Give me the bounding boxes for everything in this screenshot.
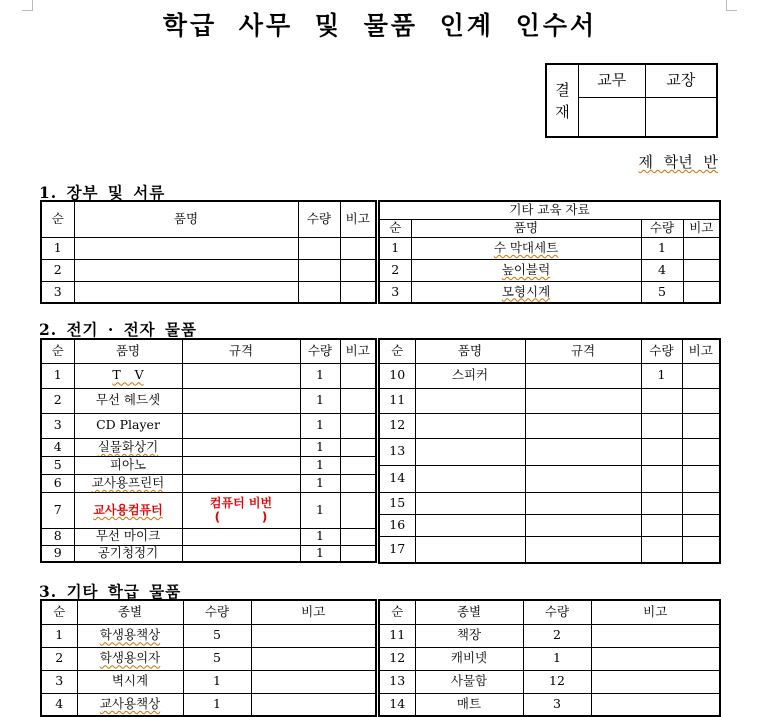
col-header: 순 [379,219,411,237]
table-row [379,536,720,563]
item-name[interactable] [415,438,525,465]
section-heading: 2. 전기 · 전자 물품 [39,320,198,339]
item-name[interactable]: 사물함 [415,670,523,693]
item-name[interactable] [415,536,525,563]
col-header: 규격 [525,339,641,363]
item-qty[interactable]: 1 [300,388,340,413]
col-header: 수량 [523,600,591,624]
table-row [379,624,720,647]
item-spec[interactable] [525,413,641,438]
item-name[interactable]: 모형시계 [411,281,641,303]
table-row [379,363,720,388]
item-qty[interactable]: 1 [641,237,683,259]
row-number: 13 [379,438,415,465]
col-header: 순 [41,201,74,237]
col-header: 순 [379,600,415,624]
table-row [41,647,376,670]
item-qty[interactable]: 1 [183,670,251,693]
table-row [41,492,376,528]
row-number: 3 [41,413,74,438]
item-qty[interactable]: 3 [523,693,591,716]
item-qty[interactable]: 1 [300,456,340,474]
col-header: 종별 [77,600,183,624]
col-header: 순 [41,339,74,363]
item-spec[interactable] [182,363,300,388]
item-note[interactable] [340,545,376,562]
item-qty[interactable]: 4 [641,259,683,281]
item-note[interactable] [683,281,720,303]
item-qty[interactable] [298,237,340,259]
item-note[interactable] [251,670,376,693]
item-note[interactable] [340,237,376,259]
table-row [41,388,376,413]
table-row [41,456,376,474]
row-number: 13 [379,670,415,693]
teaching-materials-table [378,200,721,304]
row-number: 14 [379,465,415,492]
row-number: 16 [379,514,415,536]
row-number: 2 [41,259,74,281]
row-number: 11 [379,624,415,647]
item-qty[interactable]: 1 [183,693,251,716]
item-name[interactable]: 스피커 [415,363,525,388]
item-qty[interactable] [641,413,682,438]
item-note[interactable] [591,647,720,670]
col-header: 비고 [683,219,720,237]
item-qty[interactable]: 5 [183,647,251,670]
item-spec[interactable] [525,536,641,563]
item-qty[interactable] [298,259,340,281]
item-name[interactable]: 학생용의자 [77,647,183,670]
col-header: 비고 [591,600,720,624]
item-spec[interactable] [525,492,641,514]
table-row [41,474,376,492]
table-row [41,693,376,716]
item-name[interactable]: 수 막대세트 [411,237,641,259]
col-header: 품명 [74,339,182,363]
col-header: 순 [41,600,77,624]
table-row [379,281,720,303]
table-row [379,492,720,514]
col-header: 수량 [298,201,340,237]
approval-sign-principal[interactable] [645,97,717,137]
item-note[interactable] [683,259,720,281]
col-header: 품명 [415,339,525,363]
item-name[interactable]: 벽시계 [77,670,183,693]
col-header: 비고 [251,600,376,624]
item-note[interactable] [683,237,720,259]
approval-side-label: 결 재 [546,64,578,137]
item-qty[interactable]: 1 [300,438,340,456]
item-spec[interactable] [525,388,641,413]
row-number: 17 [379,536,415,563]
col-header: 수량 [300,339,340,363]
item-spec[interactable] [182,438,300,456]
approval-box [545,63,718,138]
item-note[interactable] [340,474,376,492]
table-row [379,237,720,259]
classroom-items-table-right [378,599,721,717]
item-qty[interactable]: 1 [300,528,340,545]
item-note[interactable] [591,624,720,647]
col-header: 수량 [641,339,682,363]
table-row [41,259,376,281]
item-name[interactable] [415,388,525,413]
row-number: 1 [41,363,74,388]
table-row [379,388,720,413]
item-name[interactable]: 무선 마이크 [74,528,182,545]
table-row [41,438,376,456]
table-row [41,545,376,562]
item-name[interactable]: 공기청정기 [74,545,182,562]
table-row [41,237,376,259]
row-number: 1 [41,624,77,647]
table-row [41,670,376,693]
row-number: 3 [379,281,411,303]
item-spec[interactable] [182,413,300,438]
item-name[interactable]: T V [74,363,182,388]
col-header: 순 [379,339,415,363]
item-name[interactable] [74,237,298,259]
item-name[interactable]: CD Player [74,413,182,438]
row-number: 4 [41,693,77,716]
item-spec[interactable] [182,456,300,474]
item-name[interactable]: 책장 [415,624,523,647]
materials-title: 기타 교육 자료 [379,201,720,219]
row-number: 1 [379,237,411,259]
col-header: 수량 [183,600,251,624]
row-number: 8 [41,528,74,545]
item-name[interactable] [74,259,298,281]
item-note[interactable] [340,492,376,528]
item-spec[interactable] [182,388,300,413]
table-row [379,259,720,281]
item-note[interactable] [340,456,376,474]
item-note[interactable] [682,536,720,563]
item-note[interactable] [340,281,376,303]
item-note[interactable] [682,363,720,388]
col-header: 수량 [641,219,683,237]
item-note[interactable] [682,388,720,413]
grade-class-line: 제 학년 반 [638,153,718,171]
classroom-items-table-left [40,599,377,717]
item-spec[interactable] [525,514,641,536]
table-row [41,281,376,303]
item-note[interactable] [340,259,376,281]
item-name[interactable]: 교사용프린터 [74,474,182,492]
electronics-table-left [40,338,377,563]
item-qty[interactable] [641,514,682,536]
item-name[interactable] [415,413,525,438]
item-note[interactable] [340,413,376,438]
row-number: 6 [41,474,74,492]
item-note[interactable] [251,647,376,670]
table-row [41,363,376,388]
row-number: 12 [379,647,415,670]
table-row [41,624,376,647]
row-number: 2 [41,388,74,413]
item-spec[interactable] [182,528,300,545]
item-qty[interactable]: 5 [183,624,251,647]
item-qty[interactable] [298,281,340,303]
col-header: 품명 [74,201,298,237]
item-note[interactable] [591,670,720,693]
item-qty[interactable]: 1 [300,413,340,438]
item-qty[interactable]: 2 [523,624,591,647]
item-qty[interactable]: 1 [641,363,682,388]
item-qty[interactable]: 1 [300,545,340,562]
documents-table [40,200,377,304]
table-row [379,670,720,693]
row-number: 14 [379,693,415,716]
row-number: 4 [41,438,74,456]
row-number: 3 [41,670,77,693]
electronics-table-right [378,338,721,564]
table-row [379,514,720,536]
item-name[interactable] [415,492,525,514]
item-qty[interactable]: 1 [300,474,340,492]
row-number: 15 [379,492,415,514]
item-qty[interactable] [641,492,682,514]
item-spec[interactable]: 컴퓨터 비번 ( ) [182,492,300,528]
col-header: 규격 [182,339,300,363]
item-note[interactable] [591,693,720,716]
approval-col-academic: 교무 [578,64,645,97]
section-heading: 3. 기타 학급 물품 [39,582,182,601]
section-heading: 1. 장부 및 서류 [39,183,166,202]
item-spec[interactable] [525,363,641,388]
item-note[interactable] [682,438,720,465]
item-note[interactable] [340,363,376,388]
item-note[interactable] [251,624,376,647]
item-note[interactable] [251,693,376,716]
row-number: 11 [379,388,415,413]
table-row [379,647,720,670]
row-number: 2 [379,259,411,281]
table-row [41,413,376,438]
item-spec[interactable] [182,545,300,562]
item-qty[interactable]: 1 [300,363,340,388]
item-qty[interactable] [641,465,682,492]
item-note[interactable] [682,413,720,438]
item-spec[interactable] [182,474,300,492]
item-note[interactable] [682,492,720,514]
document-title: 학급 사무 및 물품 인계 인수서 [162,11,598,40]
item-note[interactable] [340,528,376,545]
table-row [379,413,720,438]
item-qty[interactable]: 1 [300,492,340,528]
table-row [379,438,720,465]
item-name[interactable] [74,281,298,303]
item-name[interactable]: 매트 [415,693,523,716]
item-name[interactable]: 캐비넷 [415,647,523,670]
col-header: 비고 [340,201,376,237]
item-name[interactable] [415,514,525,536]
item-name[interactable]: 높이블럭 [411,259,641,281]
approval-col-principal: 교장 [645,64,717,97]
item-name[interactable]: 무선 헤드셋 [74,388,182,413]
item-spec[interactable] [525,465,641,492]
item-name[interactable]: 학생용책상 [77,624,183,647]
item-note[interactable] [340,438,376,456]
item-qty[interactable] [641,536,682,563]
row-number: 7 [41,492,74,528]
item-qty[interactable] [641,388,682,413]
row-number: 2 [41,647,77,670]
row-number: 3 [41,281,74,303]
item-name[interactable]: 교사용책상 [77,693,183,716]
item-qty[interactable] [641,438,682,465]
item-qty[interactable]: 1 [523,647,591,670]
row-number: 1 [41,237,74,259]
approval-sign-academic[interactable] [578,97,645,137]
table-row [379,693,720,716]
item-note[interactable] [340,388,376,413]
row-number: 5 [41,456,74,474]
col-header: 비고 [682,339,720,363]
col-header: 종별 [415,600,523,624]
item-name[interactable]: 실물화상기 [74,438,182,456]
table-row [379,465,720,492]
col-header: 품명 [411,219,641,237]
row-number: 12 [379,413,415,438]
item-name[interactable]: 교사용컴퓨터 [74,492,182,528]
col-header: 비고 [340,339,376,363]
item-note[interactable] [682,465,720,492]
row-number: 10 [379,363,415,388]
item-qty[interactable]: 12 [523,670,591,693]
item-name[interactable]: 피아노 [74,456,182,474]
row-number: 9 [41,545,74,562]
item-qty[interactable]: 5 [641,281,683,303]
item-note[interactable] [682,514,720,536]
table-row [41,528,376,545]
item-name[interactable] [415,465,525,492]
item-spec[interactable] [525,438,641,465]
